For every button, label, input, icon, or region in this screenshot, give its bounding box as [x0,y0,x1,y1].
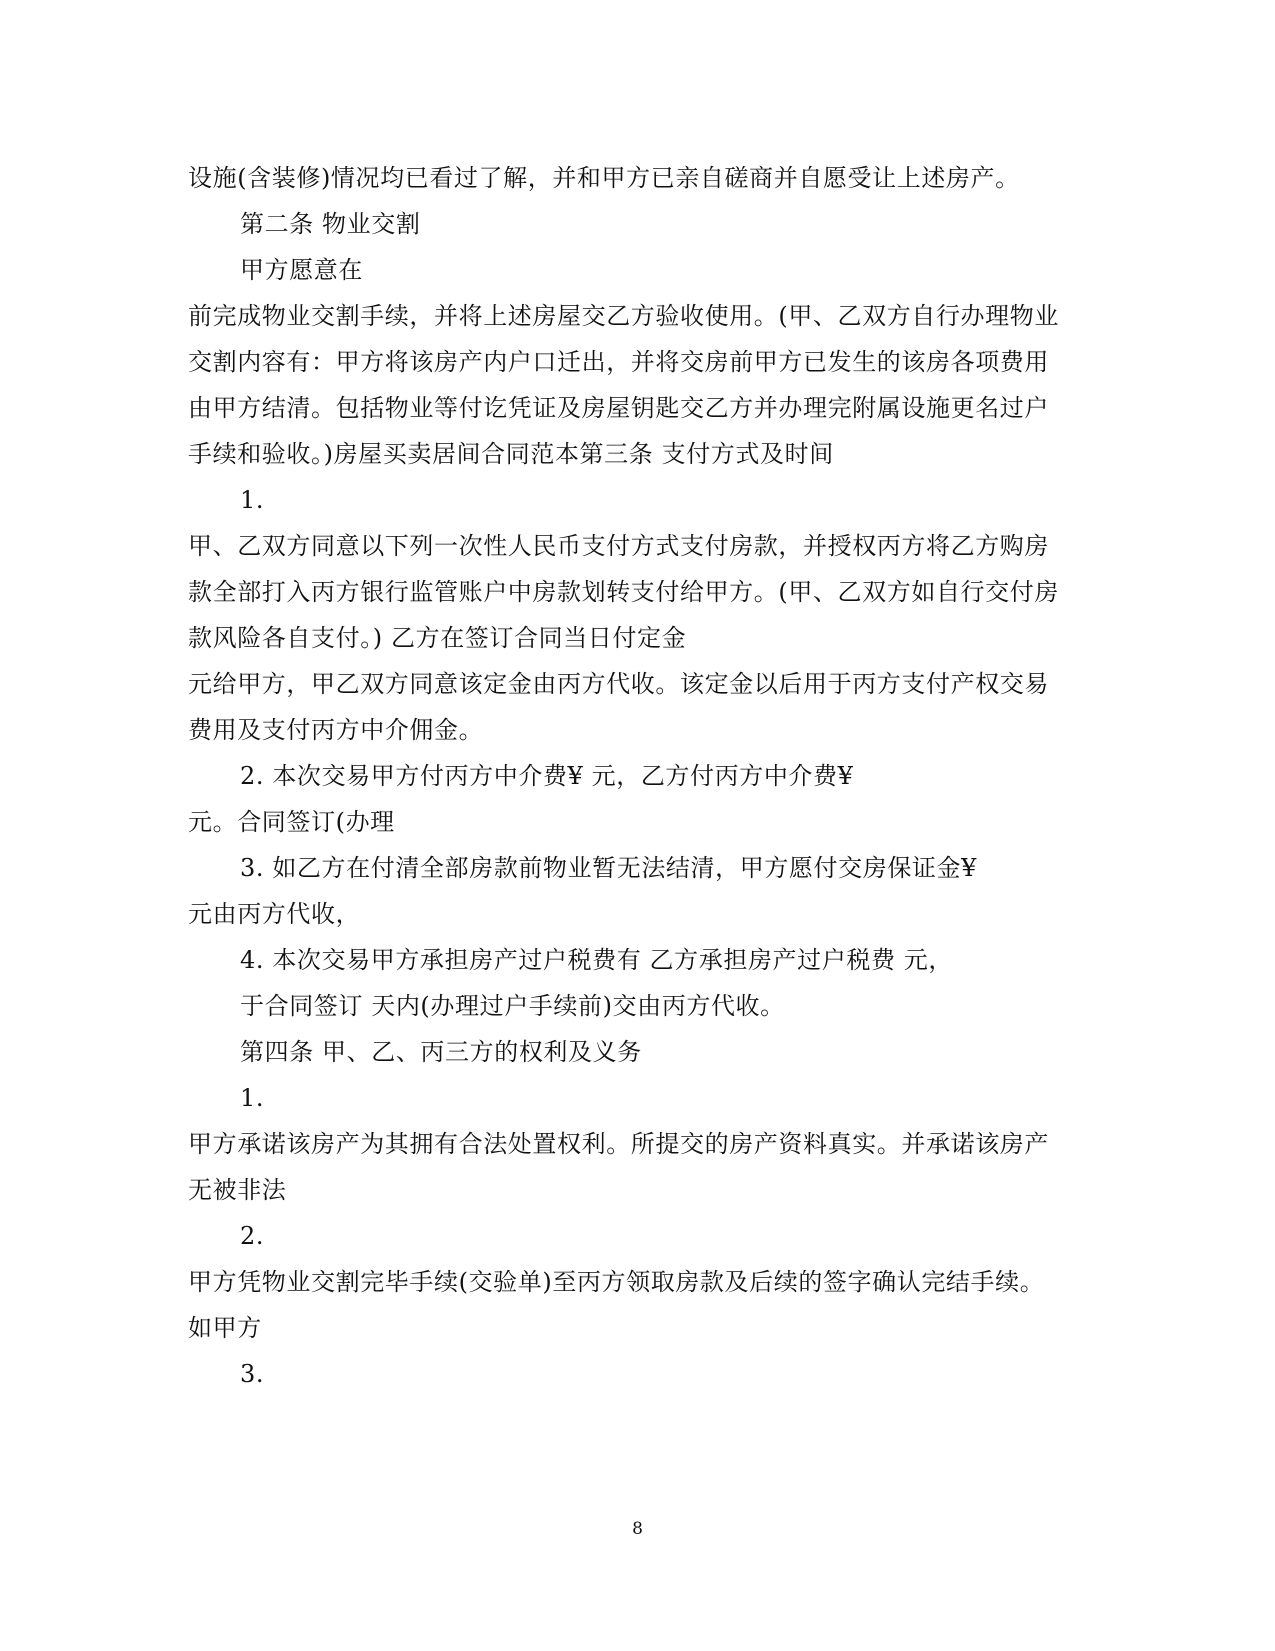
text-line: 2. 本次交易甲方付丙方中介费¥ 元，乙方付丙方中介费¥ [240,762,854,790]
text-line: 由甲方结清。包括物业等付讫凭证及房屋钥匙交乙方并办理完附属设施更名过户 [188,394,1049,422]
list-number: 2. [240,1222,265,1250]
text-line: 无被非法 [188,1176,287,1204]
text-line: 设施(含装修)情况均已看过了解，并和甲方已亲自磋商并自愿受让上述房产。 [188,164,1020,192]
text-line: 手续和验收。)房屋买卖居间合同范本第三条 支付方式及时间 [188,440,834,468]
list-number: 1. [240,486,265,514]
text-line: 4. 本次交易甲方承担房产过户税费有 乙方承担房产过户税费 元， [240,946,953,974]
page-number: 8 [632,1519,643,1539]
text-line: 甲方凭物业交割完毕手续(交验单)至丙方领取房款及后续的签字确认完结手续。 [188,1268,1045,1296]
text-line: 甲方承诺该房产为其拥有合法处置权利。所提交的房产资料真实。并承诺该房产 [188,1130,1049,1158]
text-line: 如甲方 [188,1314,262,1342]
text-line: 款全部打入丙方银行监管账户中房款划转支付给甲方。(甲、乙双方如自行交付房 [188,578,1059,606]
section-heading: 第二条 物业交割 [240,210,421,238]
text-line: 元由丙方代收， [188,900,361,928]
text-line: 款风险各自支付。) 乙方在签订合同当日付定金 [188,624,687,652]
text-line: 甲方愿意在 [240,256,363,284]
section-heading: 第四条 甲、乙、丙三方的权利及义务 [240,1038,642,1066]
text-line: 3. 如乙方在付清全部房款前物业暂无法结清，甲方愿付交房保证金¥ [240,854,977,882]
text-line: 交割内容有：甲方将该房产内户口迁出，并将交房前甲方已发生的该房各项费用 [188,348,1049,376]
list-number: 1. [240,1084,265,1112]
list-number: 3. [240,1360,265,1388]
text-line: 元。合同签订(办理 [188,808,395,836]
text-line: 前完成物业交割手续，并将上述房屋交乙方验收使用。(甲、乙双方自行办理物业 [188,302,1059,330]
text-line: 元给甲方，甲乙双方同意该定金由丙方代收。该定金以后用于丙方支付产权交易 [188,670,1049,698]
text-line: 甲、乙双方同意以下列一次性人民币支付方式支付房款，并授权丙方将乙方购房 [188,532,1049,560]
text-line: 于合同签订 天内(办理过户手续前)交由丙方代收。 [240,992,785,1020]
text-line: 费用及支付丙方中介佣金。 [188,716,484,744]
